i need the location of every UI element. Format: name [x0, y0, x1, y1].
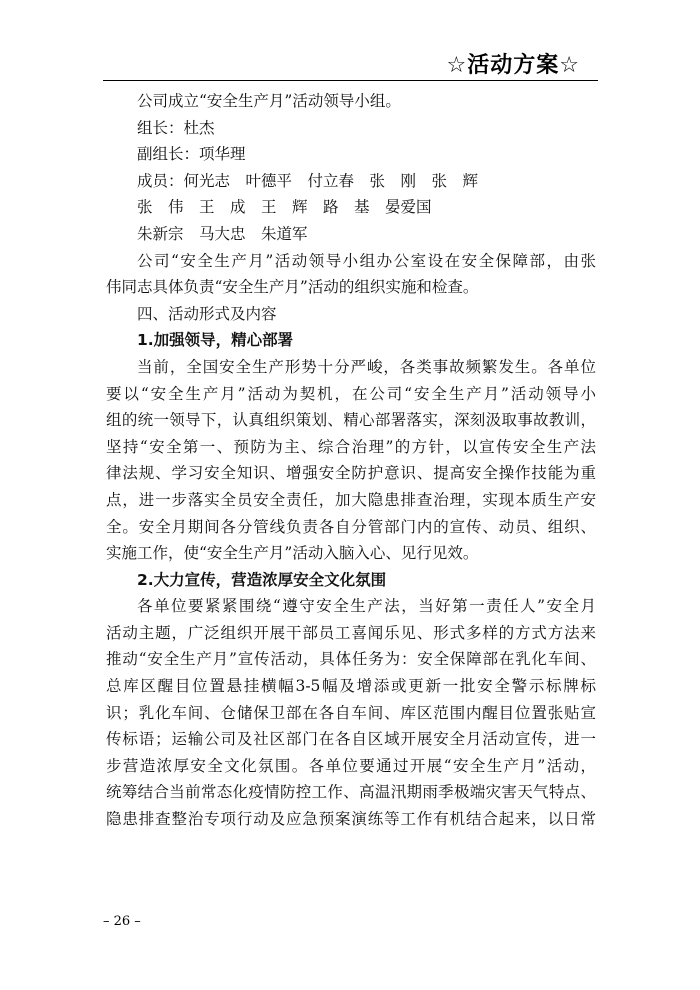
text-line: 当前，全国安全生产形势十分严峻，各类事故频繁发生。各单位 — [137, 357, 596, 376]
text-line: 各单位要紧紧围绕“遵守安全生产法，当好第一责任人”安全月 — [137, 597, 596, 616]
subsection-heading: 1.加强领导，精心部署 — [137, 331, 294, 350]
header-title: ☆活动方案☆ — [446, 53, 580, 78]
text-line: 识；乳化车间、仓储保卫部在各自车间、库区范围内醒目位置张贴宣 — [106, 703, 596, 722]
text-line: 点，进一步落实全员安全责任，加大隐患排查治理，实现本质生产安 — [106, 490, 596, 509]
text-line: 统筹结合当前常态化疫情防控工作、高温汛期雨季极端灾害天气特点、 — [106, 783, 596, 802]
text-line: 要以“安全生产月”活动为契机，在公司“安全生产月”活动领导小 — [106, 384, 596, 403]
text-line: 公司“安全生产月”活动领导小组办公室设在安全保障部，由张 — [137, 251, 596, 270]
text-line: 推动“安全生产月”宣传活动，具体任务为：安全保障部在乳化车间、 — [106, 650, 596, 669]
text-line: 隐患排查整治专项行动及应急预案演练等工作有机结合起来，以日常 — [106, 810, 596, 829]
text-line: 组长：杜杰 — [137, 118, 215, 137]
text-line: 公司成立“安全生产月”活动领导小组。 — [137, 92, 401, 110]
header-rule — [103, 80, 598, 81]
page-number: – 26 – — [103, 914, 141, 929]
text-line: 步营造浓厚安全文化氛围。各单位要通过开展“安全生产月”活动， — [106, 756, 596, 775]
text-line: 实施工作，使“安全生产月”活动入脑入心、见行见效。 — [106, 544, 479, 563]
text-line: 成员：何光志 叶德平 付立春 张 刚 张 辉 — [137, 171, 479, 190]
text-line: 律法规、学习安全知识、增强安全防护意识、提高安全操作技能为重 — [106, 464, 596, 483]
text-line: 张 伟 王 成 王 辉 路 基 晏爱国 — [137, 198, 432, 217]
text-line: 朱新宗 马大忠 朱道军 — [137, 224, 308, 243]
text-line: 组的统一领导下，认真组织策划、精心部署落实，深刻汲取事故教训， — [106, 411, 596, 430]
text-line: 伟同志具体负责“安全生产月”活动的组织实施和检查。 — [106, 278, 479, 297]
text-line: 活动主题，广泛组织开展干部员工喜闻乐见、形式多样的方式方法来 — [106, 623, 596, 642]
text-line: 副组长：项华理 — [137, 145, 246, 164]
subsection-heading: 2.大力宣传，营造浓厚安全文化氛围 — [137, 570, 387, 589]
text-line: 传标语；运输公司及社区部门在各自区域开展安全月活动宣传，进一 — [106, 730, 596, 749]
text-line: 全。安全月期间各分管线负责各自分管部门内的宣传、动员、组织、 — [106, 517, 596, 536]
text-line: 总库区醒目位置悬挂横幅3-5幅及增添或更新一批安全警示标牌标 — [106, 677, 596, 696]
body-text — [106, 88, 596, 833]
text-line: 坚持“安全第一、预防为主、综合治理”的方针，以宣传安全生产法 — [106, 437, 596, 456]
section-heading: 四、活动形式及内容 — [137, 304, 277, 323]
